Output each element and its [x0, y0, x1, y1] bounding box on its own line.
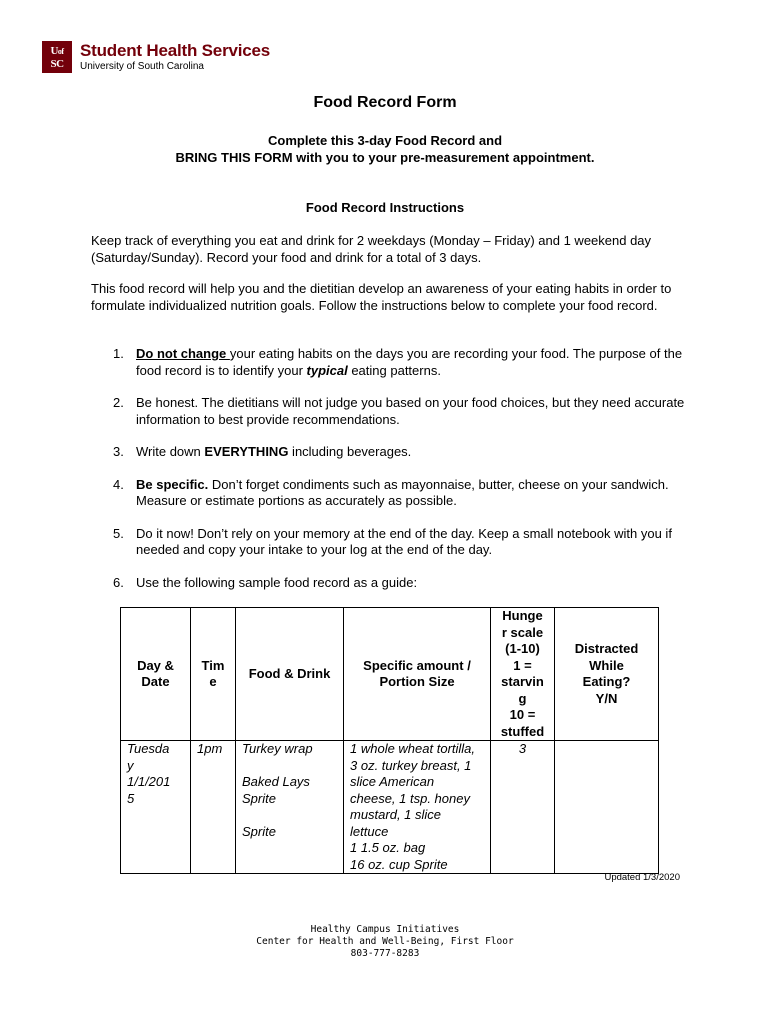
paragraph-2: This food record will help you and the dietitian develop an awareness of your eating habits in order to formulate individualized nutrition goals. Follow the instructions below to complete your food record. — [91, 281, 672, 313]
intro-line-2: BRING THIS FORM with you to your pre-measurement appointment. — [175, 150, 595, 165]
cell-distracted — [555, 741, 659, 874]
header-food-drink: Food & Drink — [236, 608, 344, 741]
step-5 — [91, 526, 691, 559]
step-4-lead: Be specific. — [136, 476, 209, 492]
header-time: Tim e — [191, 608, 236, 741]
instruction-list — [91, 346, 691, 607]
paragraph-1: Keep track of everything you eat and drink for 2 weekdays (Monday – Friday) and 1 weekend day (Saturday/Sunday). Record your food and drink for a total of 3 days. — [91, 233, 652, 265]
table-row — [121, 741, 659, 874]
shs-logo — [42, 40, 270, 74]
step-number: 1. — [113, 346, 124, 361]
step-3 — [91, 444, 691, 461]
logo-mark-sc: SC — [50, 57, 64, 70]
footer — [0, 924, 770, 960]
cell-food-drink: Turkey wrap Baked Lays Sprite Sprite — [236, 741, 344, 874]
updated-date: Updated 1/3/2020 — [604, 872, 680, 883]
header-portion-size: Specific amount / Portion Size — [344, 608, 491, 741]
step-1-lead: Do not change — [136, 346, 230, 361]
step-4 — [91, 477, 691, 510]
step-number: 5. — [113, 525, 124, 541]
logo-title: Student Health Services — [80, 40, 271, 60]
step-number: 2. — [113, 395, 124, 410]
usc-logo-mark — [42, 41, 72, 73]
cell-day-date: Tuesda y 1/1/201 5 — [121, 741, 191, 874]
header-day-date: Day & Date — [121, 608, 191, 741]
footer-line-1: Healthy Campus Initiatives — [310, 924, 460, 935]
step-3-emphasis: EVERYTHING — [204, 444, 289, 459]
cell-portion-size: 1 whole wheat tortilla, 3 oz. turkey breast, 1 slice American cheese, 1 tsp. honey mustard, 1 slice lettuce 1 1.5 oz. bag 16 oz. cup Sprite — [344, 741, 491, 874]
cell-time: 1pm — [191, 741, 236, 874]
step-4-text: Don’t forget condiments such as mayonnaise, butter, cheese on your sandwich. Measure or estimate portions as accurately as possible. — [136, 476, 669, 508]
step-5-text: Do it now! Don’t rely on your memory at the end of the day. Keep a small notebook with you if needed and copy your intake to your log at the end of the day. — [136, 525, 672, 557]
step-3-text: Write down — [136, 444, 205, 459]
step-2 — [91, 395, 691, 428]
step-number: 3. — [113, 444, 124, 459]
step-1-text: your eating habits on the days you are recording your food. The purpose of the food record is to identify your — [136, 346, 683, 378]
cell-hunger-scale: 3 — [491, 741, 555, 874]
table-header-row — [121, 608, 659, 741]
step-6-text: Use the following sample food record as a guide: — [136, 574, 418, 590]
footer-line-2: Center for Health and Well-Being, First Floor — [256, 936, 514, 947]
step-1 — [91, 346, 691, 379]
header-distracted: Distracted While Eating? Y/N — [555, 608, 659, 741]
step-2-text: Be honest. The dietitians will not judge you based on your food choices, but they need accurate information to best provide recommendations. — [136, 395, 685, 427]
footer-phone: 803-777-8283 — [350, 948, 420, 959]
step-1-text-end: eating patterns. — [347, 362, 441, 378]
page-title: Food Record Form — [313, 94, 457, 111]
step-number: 4. — [113, 476, 124, 492]
sample-food-record-table — [120, 607, 659, 874]
intro-line-1: Complete this 3-day Food Record and — [267, 133, 503, 148]
logo-mark-of: of — [57, 46, 64, 56]
logo-mark-u: U — [50, 44, 58, 57]
step-1-emphasis: typical — [306, 362, 348, 378]
step-number: 6. — [113, 574, 124, 590]
instructions-heading: Food Record Instructions — [305, 200, 465, 215]
header-hunger-scale: Hunge r scale (1-10) 1 = starvin g 10 = stuffed — [491, 608, 555, 741]
step-6 — [91, 575, 691, 592]
logo-subtitle: University of South Carolina — [80, 60, 204, 72]
step-3-text-end: including beverages. — [288, 444, 412, 459]
